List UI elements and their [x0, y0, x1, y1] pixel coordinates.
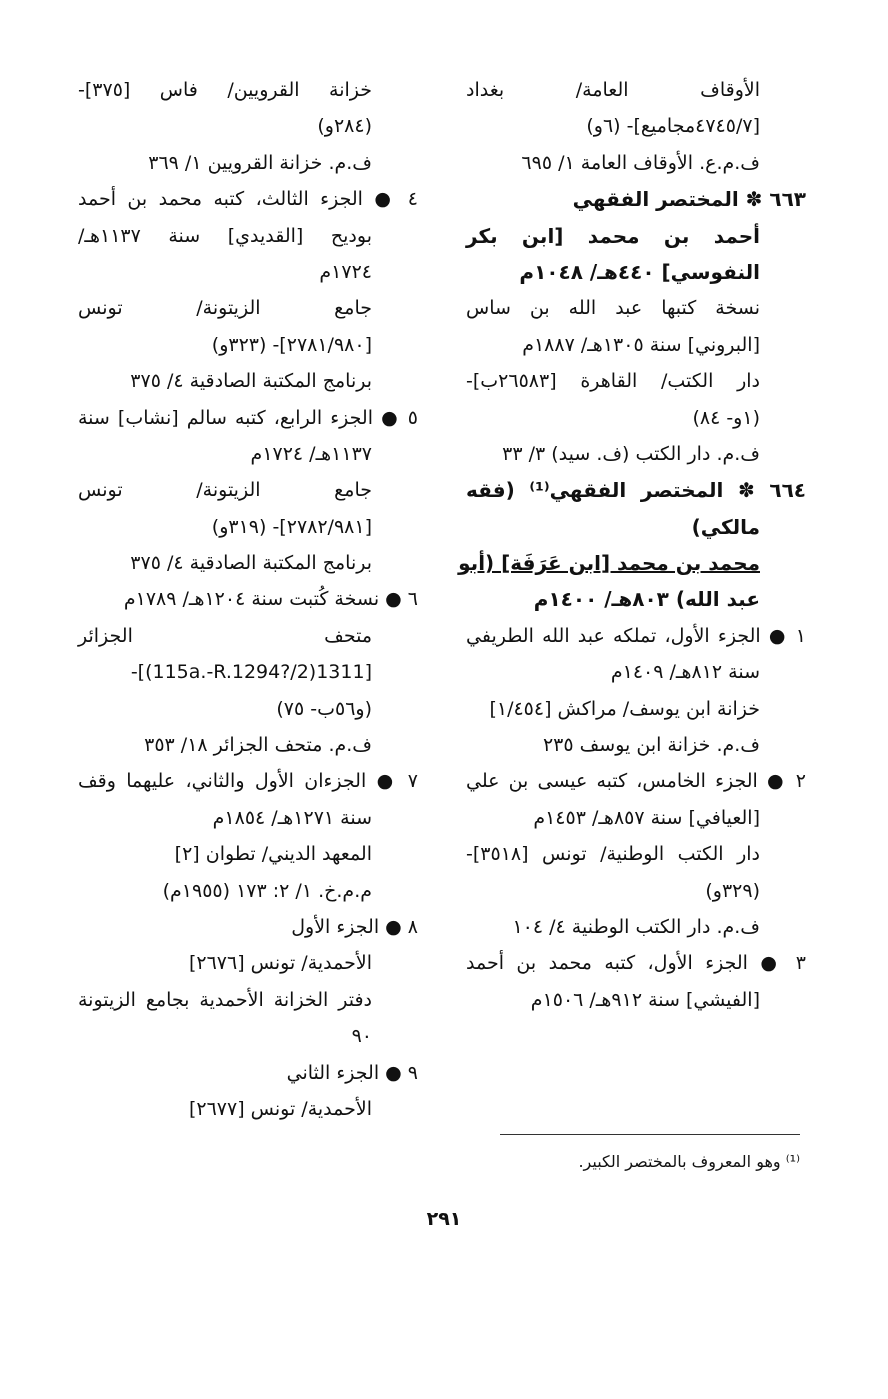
- text-line: م.م.خ. ١/ ٢: ١٧٣ (١٩٥٥م): [162, 879, 372, 902]
- text-line: خزانة القرويين/ فاس [٣٧٥]-: [78, 79, 372, 101]
- text-line: جامع الزيتونة/ تونس: [78, 297, 372, 320]
- text-line: (و٥٦ب- ٧٥): [276, 697, 372, 720]
- text-line: متحف الجزائر: [78, 624, 372, 647]
- text-line: دار الكتب/ القاهرة [٢٦٥٨٣ب]-: [466, 370, 760, 393]
- text-line: عبد الله) ٨٠٣هـ/ ١٤٠٠م: [533, 587, 760, 612]
- text-line: مالكي): [691, 514, 760, 539]
- text-line: محمد بن محمد [ابن عَرَفَة] (أبو: [458, 551, 760, 576]
- text-line: ٥ ● الجزء الرابع، كتبه سالم [نشاب] سنة: [78, 406, 418, 429]
- text-line: دار الكتب الوطنية/ تونس [٣٥١٨]-: [466, 843, 760, 866]
- text-line: برنامج المكتبة الصادقية ٤/ ٣٧٥: [130, 370, 372, 393]
- text-line: ١ ● الجزء الأول، تملكه عبد الله الطريفي: [466, 624, 806, 647]
- text-line: (٣٢٩و): [705, 879, 760, 902]
- text-line: ٩٠: [351, 1025, 372, 1048]
- text-line: بوديح [القديدي] سنة ١١٣٧هـ/: [78, 224, 372, 247]
- text-line: [الفيشي] سنة ٩١٢هـ/ ١٥٠٦م: [530, 988, 760, 1011]
- footnote: ⁽¹⁾ وهو المعروف بالمختصر الكبير.: [578, 1152, 800, 1171]
- text-line: ٣ ● الجزء الأول، كتبه محمد بن أحمد: [466, 952, 806, 975]
- text-line: [البروني] سنة ١٣٠٥هـ/ ١٨٨٧م: [522, 333, 760, 356]
- text-line: [1311(115a.-R.1294?/2)]-: [130, 661, 372, 684]
- text-line: النفوسي] ٤٤٠هـ/ ١٠٤٨م: [519, 259, 760, 284]
- text-line: خزانة ابن يوسف/ مراكش [١/٤٥٤]: [489, 697, 760, 720]
- text-line: الأحمدية/ تونس [٢٦٧٦]: [188, 952, 372, 975]
- text-line: ١٧٢٤م: [319, 260, 372, 283]
- text-line: دفتر الخزانة الأحمدية بجامع الزيتونة: [78, 988, 372, 1011]
- text-line: ١١٣٧هـ/ ١٧٢٤م: [250, 442, 372, 465]
- text-line: سنة ١٢٧١هـ/ ١٨٥٤م: [212, 806, 372, 829]
- text-line: (٢٨٤و): [317, 115, 372, 138]
- footnote-rule: [500, 1134, 800, 1135]
- text-line: ٧ ● الجزءان الأول والثاني، عليهما وقف: [78, 770, 418, 793]
- text-line: ف.م. دار الكتب الوطنية ٤/ ١٠٤: [512, 915, 760, 938]
- text-line: ٩ ● الجزء الثاني: [286, 1061, 418, 1084]
- text-line: برنامج المكتبة الصادقية ٤/ ٣٧٥: [130, 552, 372, 575]
- text-line: أحمد بن محمد [ابن بكر: [466, 223, 760, 248]
- text-line: [٢٧٨٢/٩٨١]- (٣١٩و): [211, 515, 372, 538]
- right-column: [458, 72, 806, 1018]
- text-line: نسخة كتبها عبد الله بن ساس: [466, 297, 760, 320]
- text-line: ٦ ● نسخة كُتبت سنة ١٢٠٤هـ/ ١٧٨٩م: [123, 588, 418, 611]
- text-line: (١و- ٨٤): [692, 406, 760, 429]
- text-line: ف.م. خزانة القرويين ١/ ٣٦٩: [148, 151, 372, 174]
- text-line: ف.م. خزانة ابن يوسف ٢٣٥: [542, 734, 760, 757]
- text-line: الأوقاف العامة/ بغداد: [466, 79, 760, 101]
- text-line: [العيافي] سنة ٨٥٧هـ/ ١٤٥٣م: [533, 806, 760, 829]
- text-line: ٤ ● الجزء الثالث، كتبه محمد بن أحمد: [78, 188, 418, 211]
- text-line: جامع الزيتونة/ تونس: [78, 479, 372, 502]
- text-line: ٦٦٤ ✽ المختصر الفقهي⁽¹⁾ (فقه: [466, 478, 806, 503]
- text-line: ف.م. دار الكتب (ف. سيد) ٣/ ٣٣: [502, 442, 760, 465]
- page-number: ٢٩١: [426, 1208, 462, 1230]
- text-line: ف.م.ع. الأوقاف العامة ١/ ٦٩٥: [521, 151, 760, 174]
- text-line: سنة ٨١٢هـ/ ١٤٠٩م: [610, 661, 760, 684]
- text-line: ٦٦٣ ✽ المختصر الفقهي: [572, 187, 806, 212]
- text-line: ف.م. متحف الجزائر ١٨/ ٣٥٣: [144, 734, 372, 757]
- left-column: [78, 72, 418, 1127]
- text-line: [٢٧٨١/٩٨٠]- (٣٢٣و): [211, 333, 372, 356]
- text-line: المعهد الديني/ تطوان [٢]: [174, 843, 372, 866]
- text-line: ٢ ● الجزء الخامس، كتبه عيسى بن علي: [466, 770, 806, 793]
- text-line: ٨ ● الجزء الأول: [291, 915, 418, 938]
- text-line: الأحمدية/ تونس [٢٦٧٧]: [188, 1097, 372, 1120]
- text-line: [٤٧٤٥/٧مجاميع]- (٦و): [586, 115, 760, 138]
